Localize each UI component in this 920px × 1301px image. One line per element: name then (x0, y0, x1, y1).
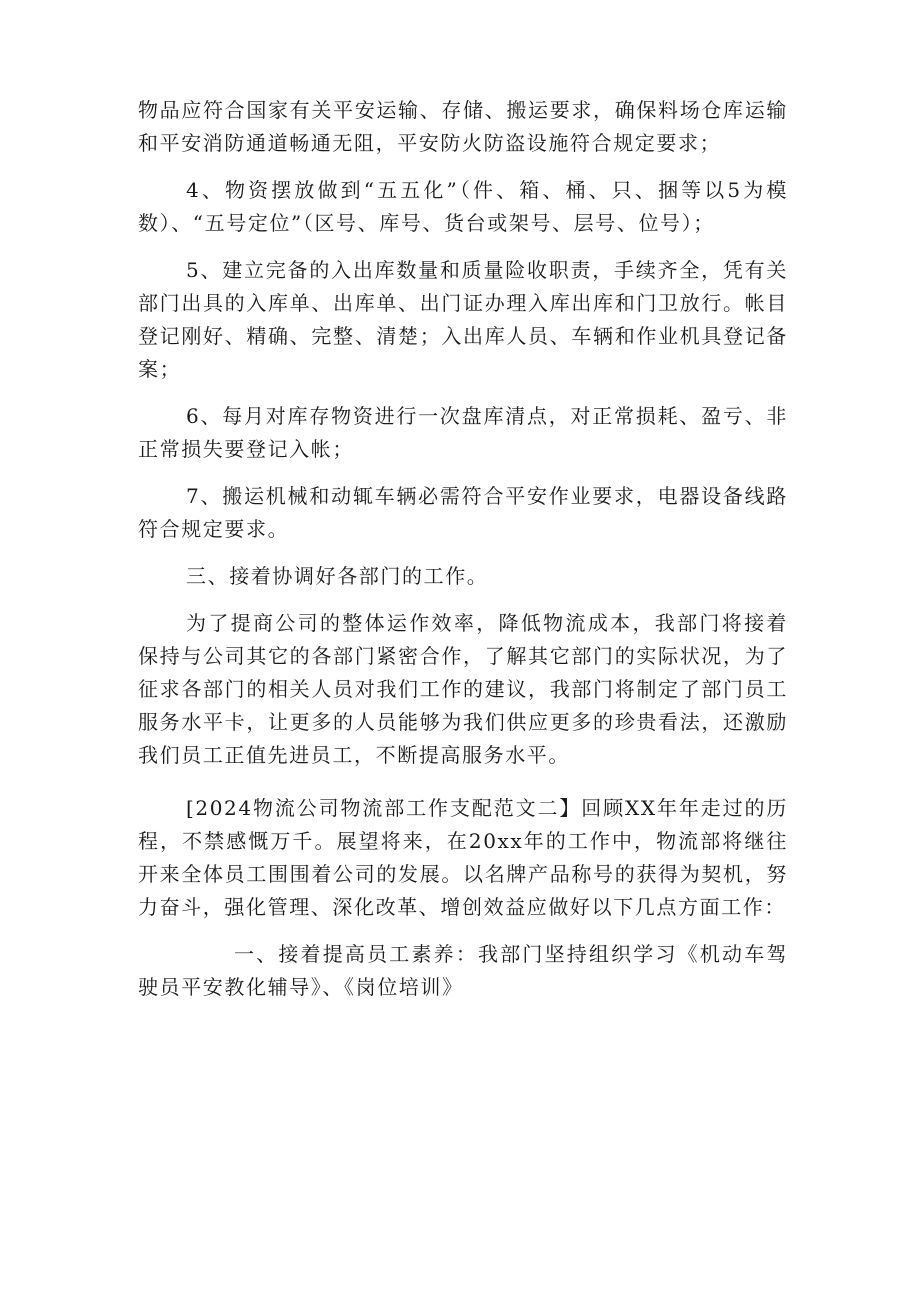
paragraph-staff-quality: 一、接着提高员工素养：我部门坚持组织学习《机动车驾驶员平安教化辅导》、《岗位培训》 (138, 942, 788, 999)
document-body (138, 94, 788, 1004)
paragraph-item-5: 5、建立完备的入出库数量和质量险收职责，手续齐全，凭有关部门出具的入库单、出库单、出门证办理入库出库和门卫放行。帐目登记刚好、精确、完整、清楚；入出库人员、车辆和作业机具登记备案； (138, 258, 788, 381)
paragraph-item-6: 6、每月对库存物资进行一次盘库清点，对正常损耗、盈亏、非正常损失要登记入帐； (138, 404, 788, 461)
paragraph-item-4: 4、物资摆放做到“五五化”（件、箱、桶、只、捆等以5为模数）、“五号定位”（区号、库号、货台或架号、层号、位号）； (138, 178, 788, 235)
paragraph-item-7: 7、搬运机械和动辄车辆必需符合平安作业要求，电器设备线路符合规定要求。 (138, 484, 788, 541)
paragraph-sample-two-intro: [2024物流公司物流部工作支配范文二】回顾XX年年走过的历程，不禁感慨万千。展望将来，在20xx年的工作中，物流部将继往开来全体员工围围着公司的发展。以名牌产品称号的获得为契机，努力奋斗，强化管理、深化改革、增创效益应做好以下几点方面工作： (138, 796, 788, 919)
paragraph-coordination: 为了提商公司的整体运作效率，降低物流成本，我部门将接着保持与公司其它的各部门紧密合作，了解其它部门的实际状况，为了征求各部门的相关人员对我们工作的建议，我部门将制定了部门员工服务水平卡，让更多的人员能够为我们供应更多的珍贵看法，还激励我们员工正值先进员工，不断提高服务水平。 (138, 611, 788, 767)
paragraph-continuation: 物品应符合国家有关平安运输、存储、搬运要求，确保料场仓库运输和平安消防通道畅通无阻，平安防火防盗设施符合规定要求； (138, 98, 788, 155)
section-heading-three: 三、接着协调好各部门的工作。 (186, 564, 489, 588)
